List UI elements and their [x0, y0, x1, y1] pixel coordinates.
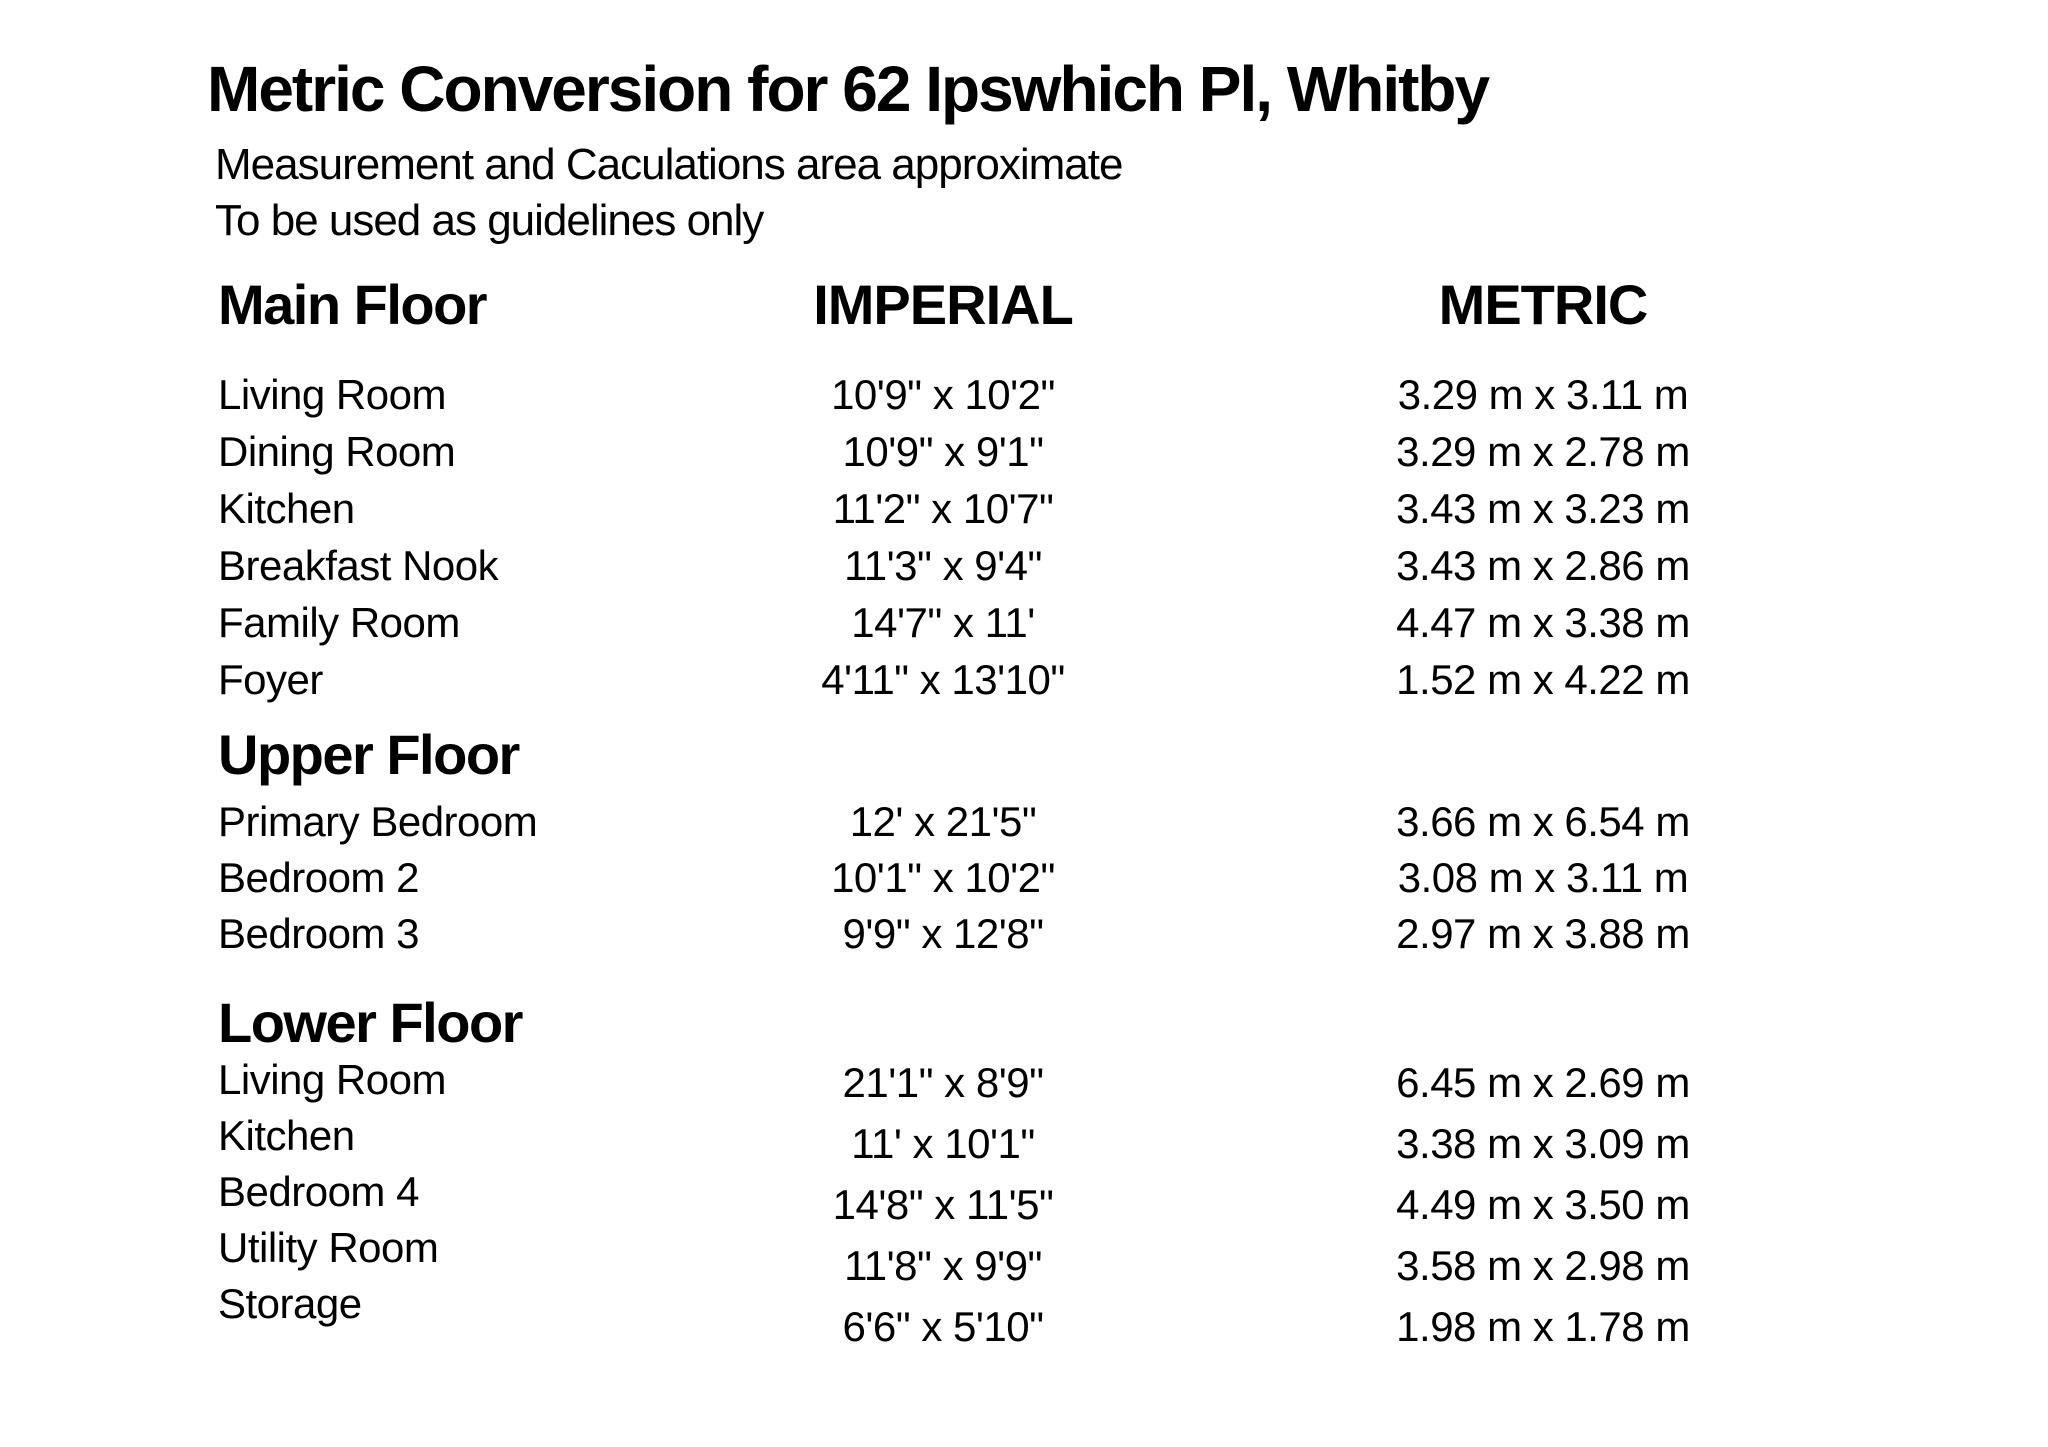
metric-value: 4.47 m x 3.38 m: [1396, 599, 1690, 646]
section-title-upper-floor: Upper Floor: [218, 723, 519, 786]
imperial-value: 11' x 10'1": [851, 1120, 1035, 1167]
lower-floor-metric-column: [1183, 1052, 1903, 1357]
metric-value: 3.43 m x 2.86 m: [1396, 542, 1690, 589]
metric-value: 1.52 m x 4.22 m: [1396, 656, 1690, 703]
section-title-main-floor: Main Floor: [218, 273, 487, 336]
room-name: Utility Room: [218, 1224, 439, 1271]
metric-value: 3.58 m x 2.98 m: [1396, 1242, 1690, 1289]
room-name: Bedroom 4: [218, 1168, 419, 1215]
imperial-value: 11'2" x 10'7": [832, 485, 1054, 532]
section-body-lower-floor: [0, 1052, 2048, 1357]
room-name: Bedroom 3: [218, 910, 419, 957]
imperial-value: 10'1" x 10'2": [831, 854, 1055, 901]
room-name: Bedroom 2: [218, 854, 419, 901]
room-name: Living Room: [218, 1056, 446, 1103]
column-header-imperial: IMPERIAL: [813, 273, 1073, 336]
metric-value: 3.29 m x 2.78 m: [1396, 428, 1690, 475]
imperial-value: 11'3" x 9'4": [844, 542, 1042, 589]
imperial-value: 6'6" x 5'10": [842, 1303, 1044, 1350]
room-name: Living Room: [218, 371, 446, 418]
section-title-lower-floor: Lower Floor: [218, 991, 522, 1054]
upper-floor-metric-column: [1183, 794, 1903, 962]
lower-floor-room-column: [218, 1052, 703, 1357]
metric-value: 3.38 m x 3.09 m: [1396, 1120, 1690, 1167]
room-name: Dining Room: [218, 428, 456, 475]
page-title: Metric Conversion for 62 Ipswhich Pl, Whitby: [207, 53, 1489, 125]
section-body-upper-floor: [0, 794, 2048, 962]
metric-value: 3.29 m x 3.11 m: [1397, 371, 1689, 418]
metric-value: 6.45 m x 2.69 m: [1396, 1059, 1690, 1106]
room-name: Kitchen: [218, 485, 355, 532]
metric-value: 3.08 m x 3.11 m: [1397, 854, 1689, 901]
section-header-upper-floor: [0, 722, 2048, 787]
imperial-value: 9'9" x 12'8": [842, 910, 1044, 957]
section-header-main-floor: [0, 272, 2048, 337]
subtitle-line-1: Measurement and Caculations area approximate: [215, 140, 1123, 189]
imperial-value: 4'11" x 13'10": [821, 656, 1065, 703]
main-floor-metric-column: [1183, 366, 1903, 708]
room-name: Foyer: [218, 656, 323, 703]
lower-floor-imperial-column: [703, 1052, 1183, 1357]
imperial-value: 21'1" x 8'9": [842, 1059, 1044, 1106]
imperial-value: 14'8" x 11'5": [832, 1181, 1054, 1228]
imperial-value: 11'8" x 9'9": [844, 1242, 1042, 1289]
upper-floor-room-column: [218, 794, 703, 962]
section-body-main-floor: [0, 366, 2048, 708]
imperial-value: 10'9" x 9'1": [842, 428, 1044, 475]
metric-value: 2.97 m x 3.88 m: [1396, 910, 1690, 957]
main-floor-room-column: [218, 366, 703, 708]
imperial-value: 14'7" x 11': [851, 599, 1035, 646]
metric-value: 3.66 m x 6.54 m: [1396, 798, 1690, 845]
imperial-value: 12' x 21'5": [849, 798, 1037, 845]
room-name: Kitchen: [218, 1112, 355, 1159]
upper-floor-imperial-column: [703, 794, 1183, 962]
room-name: Primary Bedroom: [218, 798, 538, 845]
metric-value: 3.43 m x 3.23 m: [1396, 485, 1690, 532]
main-floor-imperial-column: [703, 366, 1183, 708]
column-header-metric: METRIC: [1438, 273, 1648, 336]
imperial-value: 10'9" x 10'2": [831, 371, 1055, 418]
room-name: Breakfast Nook: [218, 542, 499, 589]
section-header-lower-floor: [0, 990, 2048, 1055]
metric-value: 1.98 m x 1.78 m: [1396, 1303, 1690, 1350]
metric-value: 4.49 m x 3.50 m: [1396, 1181, 1690, 1228]
subtitle-line-2: To be used as guidelines only: [215, 196, 764, 245]
room-name: Storage: [218, 1280, 362, 1327]
room-name: Family Room: [218, 599, 460, 646]
